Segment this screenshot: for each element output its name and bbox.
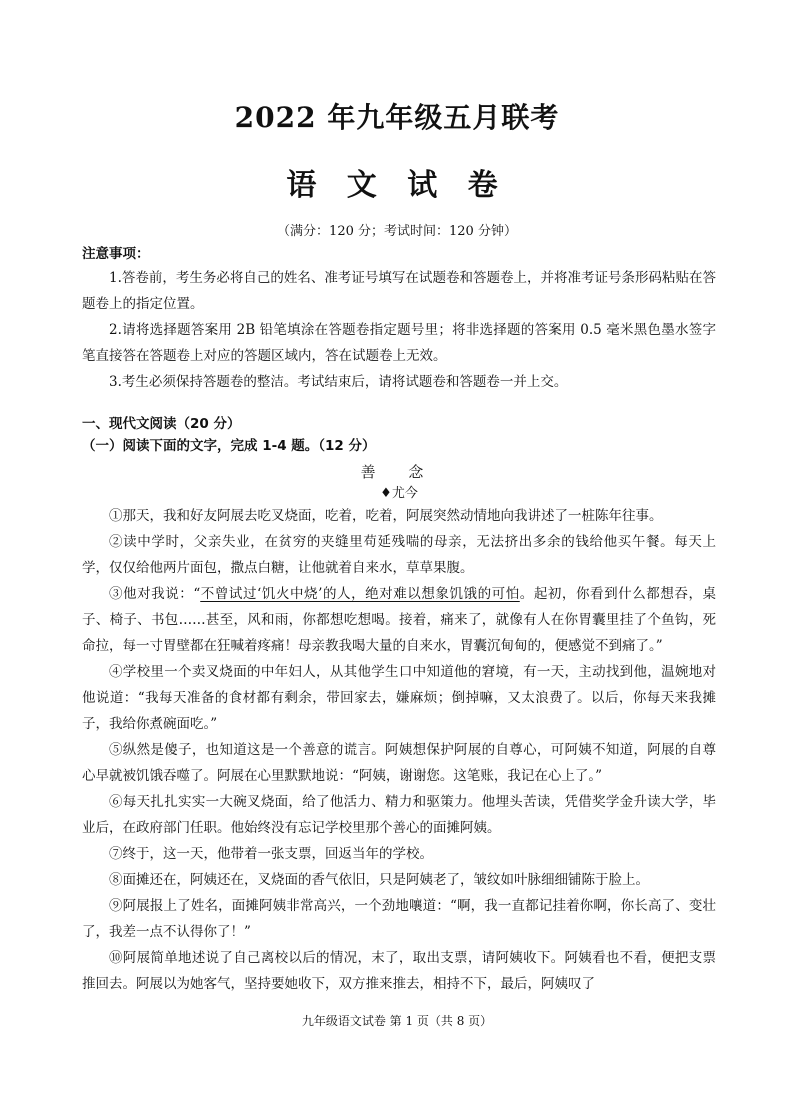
paragraph-rest: 。起初，你看到什么都想吞，桌子、椅子、书包……甚至，风和雨，你都想吃想喝。接着，痛来了，就像有人在你胃囊里挂了个鱼钩，死命拉，每一寸胃壁都在狂喊着疼痛！母亲教我喝大量的自来水，胃囊沉甸甸的，便感觉不到痛了。” bbox=[82, 586, 717, 654]
note-item: 3.考生必须保持答题卷的整洁。考试结束后，请将试题卷和答题卷一并上交。 bbox=[109, 374, 568, 390]
subject-title: 语 文 试 卷 bbox=[286, 168, 508, 203]
page-footer: 九年级语文试卷 第 1 页（共 8 页） bbox=[301, 1014, 493, 1028]
article-paragraph: ①那天，我和好友阿展去吃叉烧面，吃着，吃着，阿展突然动情地向我讲述了一桩陈年往事。 bbox=[109, 508, 663, 524]
article-paragraph: ⑦终于，这一天，他带着一张支票，回返当年的学校。 bbox=[109, 846, 433, 862]
article-paragraph: ⑤纵然是傻子，也知道这是一个善意的谎言。阿姨想保护阿展的自尊心，可阿姨不知道，阿展的自尊心早就被饥饿吞噬了。阿展在心里默默地说：“阿姨，谢谢您。这笔账，我记在心上了。” bbox=[82, 742, 716, 784]
exam-content bbox=[82, 243, 716, 997]
article-paragraph: ④学校里一个卖叉烧面的中年妇人，从其他学生口中知道他的窘境，有一天，主动找到他，温婉地对他说道：“我每天准备的食材都有剩余，带回家去，嫌麻烦；倒掉嘛，又太浪费了。以后，你每天来我摊子，我给你煮碗面吃。” bbox=[82, 664, 716, 732]
exam-title: 2022 年九年级五月联考 bbox=[234, 101, 560, 134]
article-paragraph: ⑨阿展报上了姓名，面摊阿姨非常高兴，一个劲地嚷道：“啊，我一直都记挂着你啊，你长高了、变壮了，我差一点不认得你了！” bbox=[82, 898, 716, 940]
note-item: 1.答卷前，考生务必将自己的姓名、准考证号填写在试题卷和答题卷上，并将准考证号条形码粘贴在答题卷上的指定位置。 bbox=[82, 270, 716, 312]
article-title: 善 念 bbox=[360, 463, 438, 481]
notes-heading: 注意事项： bbox=[82, 246, 150, 262]
exam-info: （满分：120 分；考试时间：120 分钟） bbox=[277, 224, 517, 239]
article-paragraph: ⑥每天扎扎实实一大碗叉烧面，给了他活力、精力和驱策力。他埋头苦读，凭借奖学金升读大学，毕业后，在政府部门任职。他始终没有忘记学校里那个善心的面摊阿姨。 bbox=[82, 794, 716, 836]
section-heading: 一、现代文阅读（20 分） bbox=[82, 416, 241, 432]
sub-heading: （一）阅读下面的文字，完成 1-4 题。（12 分） bbox=[82, 438, 376, 454]
article-author: ♦尤今 bbox=[380, 486, 418, 501]
article-paragraph: ⑧面摊还在，阿姨还在，叉烧面的香气依旧，只是阿姨老了，皱纹如叶脉细细铺陈于脸上。 bbox=[109, 872, 649, 888]
note-item: 2.请将选择题答案用 2B 铅笔填涂在答题卷指定题号里；将非选择题的答案用 0.5 毫米黑色墨水签字笔直接答在答题卷上对应的答题区域内，答在试题卷上无效。 bbox=[82, 322, 716, 364]
article-paragraph: ⑩阿展简单地述说了自己离校以后的情况，末了，取出支票，请阿姨收下。阿姨看也不看，便把支票推回去。阿展以为她客气，坚持要她收下，双方推来推去，相持不下，最后，阿姨叹了 bbox=[82, 950, 716, 992]
paragraph-lead: ③他对我说：“ bbox=[109, 586, 201, 602]
article-paragraph bbox=[82, 581, 716, 659]
underlined-sentence: 不曾试过‘饥火中烧’的人，绝对难以想象饥饿的可怕 bbox=[200, 586, 520, 602]
article-paragraph: ②读中学时，父亲失业，在贫穷的夹缝里苟延残喘的母亲，无法挤出多余的钱给他买午餐。每天上学，仅仅给他两片面包，撒点白糖，让他就着自来水，草草果腹。 bbox=[82, 534, 716, 576]
